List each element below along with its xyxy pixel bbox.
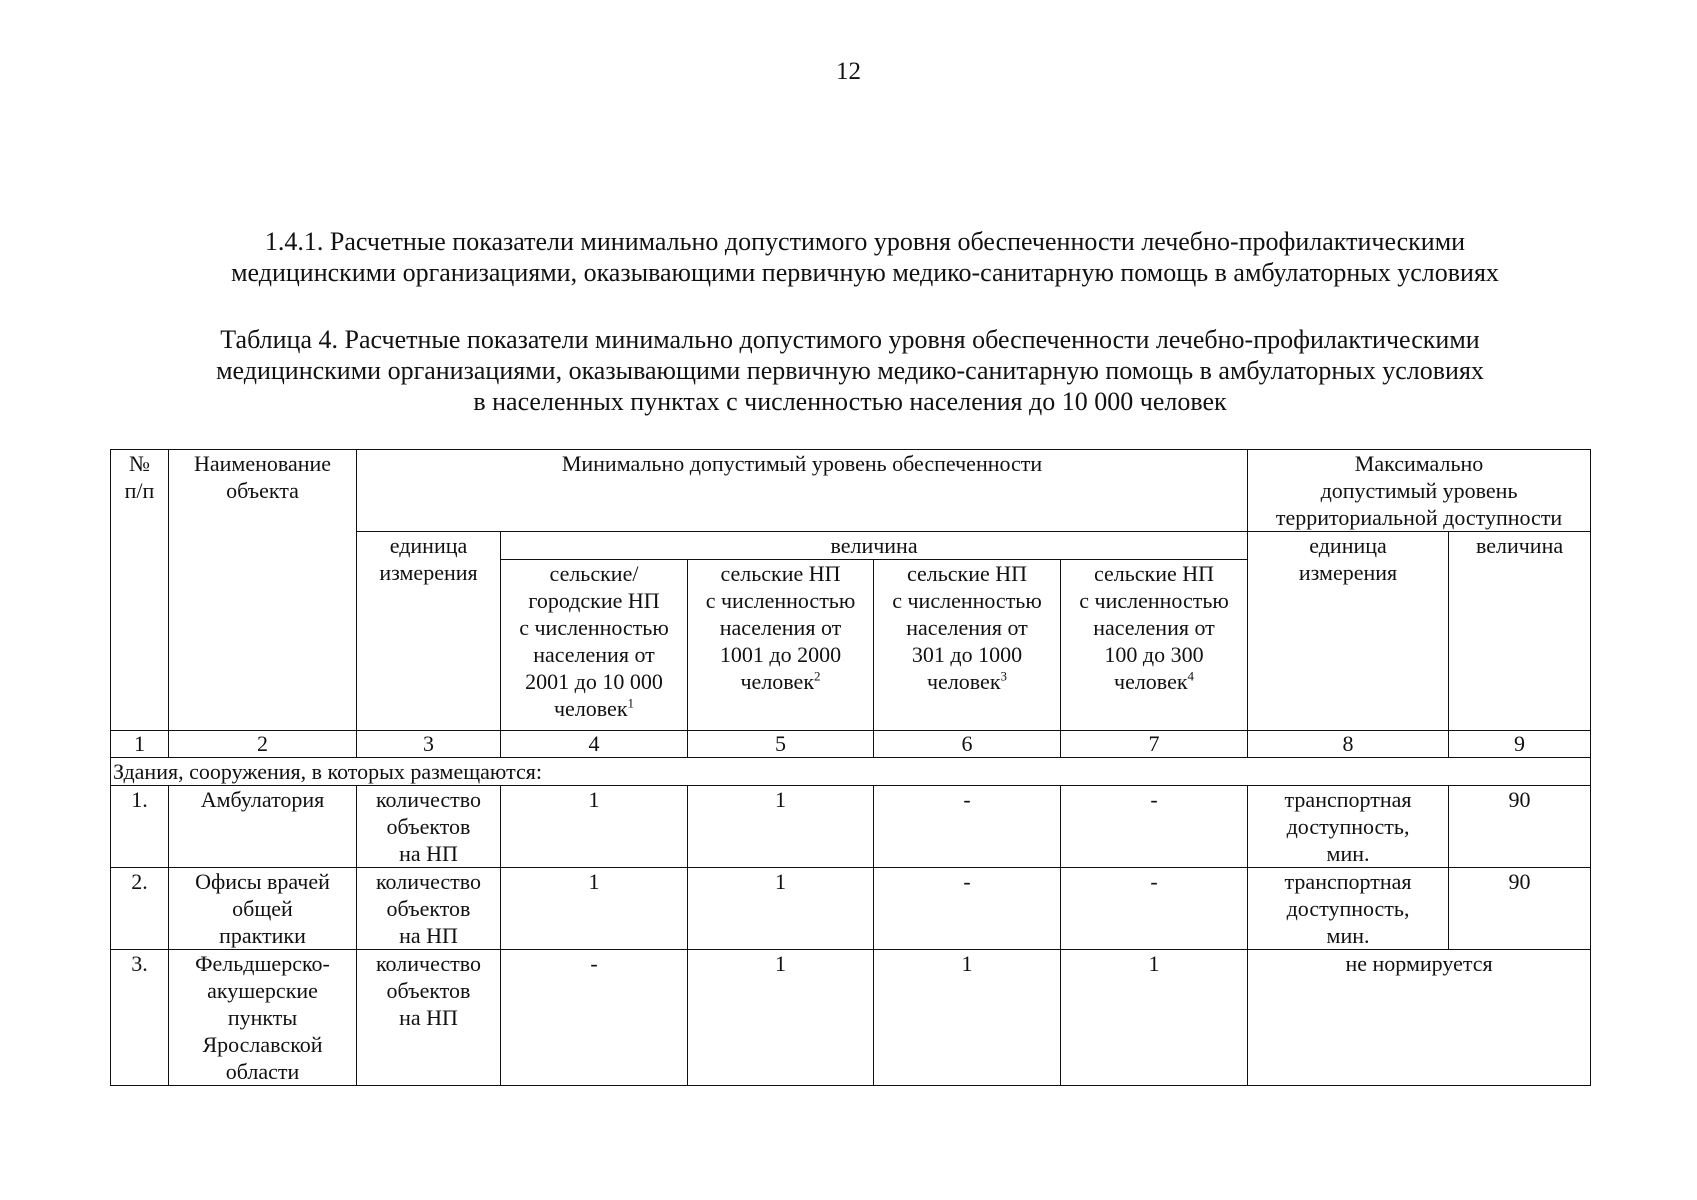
header-text: населения от xyxy=(719,615,842,640)
footnote-mark: 3 xyxy=(1000,668,1008,684)
group-label: Здания, сооружения, в которых размещаются: xyxy=(111,758,1591,786)
column-number: 3 xyxy=(357,731,501,758)
header-text: с численностью xyxy=(892,588,1042,613)
header-col5 xyxy=(688,560,874,731)
header-text: человек xyxy=(926,669,1001,694)
row-unit-text: на НП xyxy=(399,1005,458,1030)
footnote-mark: 4 xyxy=(1187,668,1195,684)
row-max-unit-text: транспортная xyxy=(1284,869,1412,894)
row-name-text: Фельдшерско- xyxy=(195,951,330,976)
table-caption-line: медицинскими организациями, оказывающими первичную медико-санитарную помощь в амбулаторных условиях xyxy=(216,356,1484,385)
group-row xyxy=(111,758,1591,786)
row-unit-text: на НП xyxy=(399,923,458,948)
row-cell: 1 xyxy=(1061,950,1248,1086)
row-cell: - xyxy=(874,868,1061,950)
row-num: 2. xyxy=(111,868,169,950)
row-name-text: практики xyxy=(219,923,306,948)
header-text: величина xyxy=(1475,533,1564,558)
column-number: 4 xyxy=(501,731,688,758)
header-unit xyxy=(357,532,501,731)
row-name xyxy=(169,868,357,950)
row-unit-text: количество xyxy=(375,951,482,976)
header-value xyxy=(501,532,1248,560)
table-caption xyxy=(130,324,1570,417)
header-text: населения от xyxy=(906,615,1028,640)
column-number: 6 xyxy=(874,731,1061,758)
header-max-unit xyxy=(1248,532,1449,731)
row-max-unit-text: доступность, xyxy=(1286,814,1410,839)
column-number: 9 xyxy=(1449,731,1591,758)
header-text: сельские/ xyxy=(549,561,639,586)
header-text: допустимый уровень xyxy=(1320,478,1518,503)
header-num xyxy=(111,450,169,731)
row-max-unit-text: мин. xyxy=(1326,841,1370,866)
row-unit-text: на НП xyxy=(399,841,458,866)
header-col7 xyxy=(1061,560,1248,731)
row-unit-text: объектов xyxy=(386,978,471,1003)
row-name-text: общей xyxy=(232,896,293,921)
column-number: 8 xyxy=(1248,731,1449,758)
row-max-value: 90 xyxy=(1449,786,1591,868)
header-text: единица xyxy=(389,533,468,558)
row-cell: 1 xyxy=(874,950,1061,1086)
row-unit-text: объектов xyxy=(386,896,471,921)
row-name-text: Офисы врачей xyxy=(195,869,330,894)
header-text: п/п xyxy=(124,478,155,503)
section-title-line: медицинскими организациями, оказывающими первичную медико-санитарную помощь в амбулаторных условиях xyxy=(231,258,1499,287)
row-unit-text: объектов xyxy=(386,814,471,839)
row-max-unit-text: транспортная xyxy=(1284,787,1412,812)
row-unit-text: количество xyxy=(375,787,482,812)
header-text: Наименование xyxy=(193,451,332,476)
row-cell: 1 xyxy=(688,786,874,868)
row-max-value: 90 xyxy=(1449,868,1591,950)
row-max-unit-text: доступность, xyxy=(1286,896,1410,921)
row-cell: - xyxy=(874,786,1061,868)
row-cell: 1 xyxy=(501,868,688,950)
column-number: 5 xyxy=(688,731,874,758)
row-name xyxy=(169,786,357,868)
header-text: населения от xyxy=(1093,615,1215,640)
row-max-unit xyxy=(1248,868,1449,950)
header-text: человек xyxy=(1114,669,1188,694)
header-text: территориальной доступности xyxy=(1275,505,1563,530)
row-max-merged: не нормируется xyxy=(1248,950,1591,1086)
table-caption-line: Таблица 4. Расчетные показатели минимально допустимого уровня обеспеченности лечебно-профилактическими xyxy=(220,325,1480,354)
row-name-text: Ярославской xyxy=(202,1032,323,1057)
row-unit xyxy=(357,786,501,868)
row-unit xyxy=(357,868,501,950)
norms-table xyxy=(110,449,1591,1086)
header-text: с численностью xyxy=(1079,588,1229,613)
header-text: объекта xyxy=(226,478,299,503)
row-max-unit-text: мин. xyxy=(1326,923,1370,948)
header-text: сельские НП xyxy=(906,561,1028,586)
section-title-line: 1.4.1. Расчетные показатели минимально допустимого уровня обеспеченности лечебно-профилактическими xyxy=(264,227,1466,256)
header-text: сельские НП xyxy=(720,561,841,586)
row-cell: 1 xyxy=(501,786,688,868)
header-text: населения от xyxy=(533,642,655,667)
header-text: 2001 до 10 000 xyxy=(525,669,663,694)
row-cell: - xyxy=(1061,868,1248,950)
header-text: измерения xyxy=(379,560,478,585)
column-number-row xyxy=(111,731,1591,758)
header-min-level xyxy=(357,450,1248,532)
header-row xyxy=(111,450,1591,532)
table-row xyxy=(111,950,1591,1086)
header-text: человек xyxy=(740,669,815,694)
header-text: человек xyxy=(553,696,628,721)
row-unit xyxy=(357,950,501,1086)
header-max-level xyxy=(1248,450,1591,532)
header-name xyxy=(169,450,357,731)
row-cell: 1 xyxy=(688,868,874,950)
row-name-text: акушерские xyxy=(207,978,318,1003)
page-number: 12 xyxy=(836,58,861,85)
row-name-text: Амбулатория xyxy=(200,787,325,812)
table-row xyxy=(111,786,1591,868)
header-text: Максимально xyxy=(1354,451,1484,476)
column-number: 7 xyxy=(1061,731,1248,758)
footnote-mark: 2 xyxy=(814,668,821,684)
row-name-text: пункты xyxy=(227,1005,298,1030)
column-number: 2 xyxy=(169,731,357,758)
row-num: 3. xyxy=(111,950,169,1086)
row-name-text: области xyxy=(225,1059,300,1084)
header-text: с численностью xyxy=(705,588,856,613)
header-text: единица xyxy=(1309,533,1387,558)
header-text: величина xyxy=(830,533,918,558)
table-caption-line: в населенных пунктах с численностью населения до 10 000 человек xyxy=(473,387,1227,416)
column-number: 1 xyxy=(111,731,169,758)
header-text: Минимально допустимый уровень обеспеченности xyxy=(561,451,1043,476)
section-title xyxy=(150,226,1580,288)
header-max-value xyxy=(1449,532,1591,731)
row-cell: - xyxy=(501,950,688,1086)
header-text: 100 до 300 xyxy=(1104,642,1204,667)
row-max-unit xyxy=(1248,786,1449,868)
row-num: 1. xyxy=(111,786,169,868)
header-text: 301 до 1000 xyxy=(911,642,1023,667)
header-text: городские НП xyxy=(528,588,660,613)
table-row xyxy=(111,868,1591,950)
row-name xyxy=(169,950,357,1086)
header-col6 xyxy=(874,560,1061,731)
row-cell: - xyxy=(1061,786,1248,868)
header-col4 xyxy=(501,560,688,731)
header-text: № xyxy=(129,451,150,476)
header-text: измерения xyxy=(1298,560,1398,585)
header-text: сельские НП xyxy=(1093,561,1215,586)
row-cell: 1 xyxy=(688,950,874,1086)
header-text: 1001 до 2000 xyxy=(719,642,842,667)
footnote-mark: 1 xyxy=(627,695,635,711)
row-unit-text: количество xyxy=(375,869,482,894)
header-text: с численностью xyxy=(519,615,669,640)
